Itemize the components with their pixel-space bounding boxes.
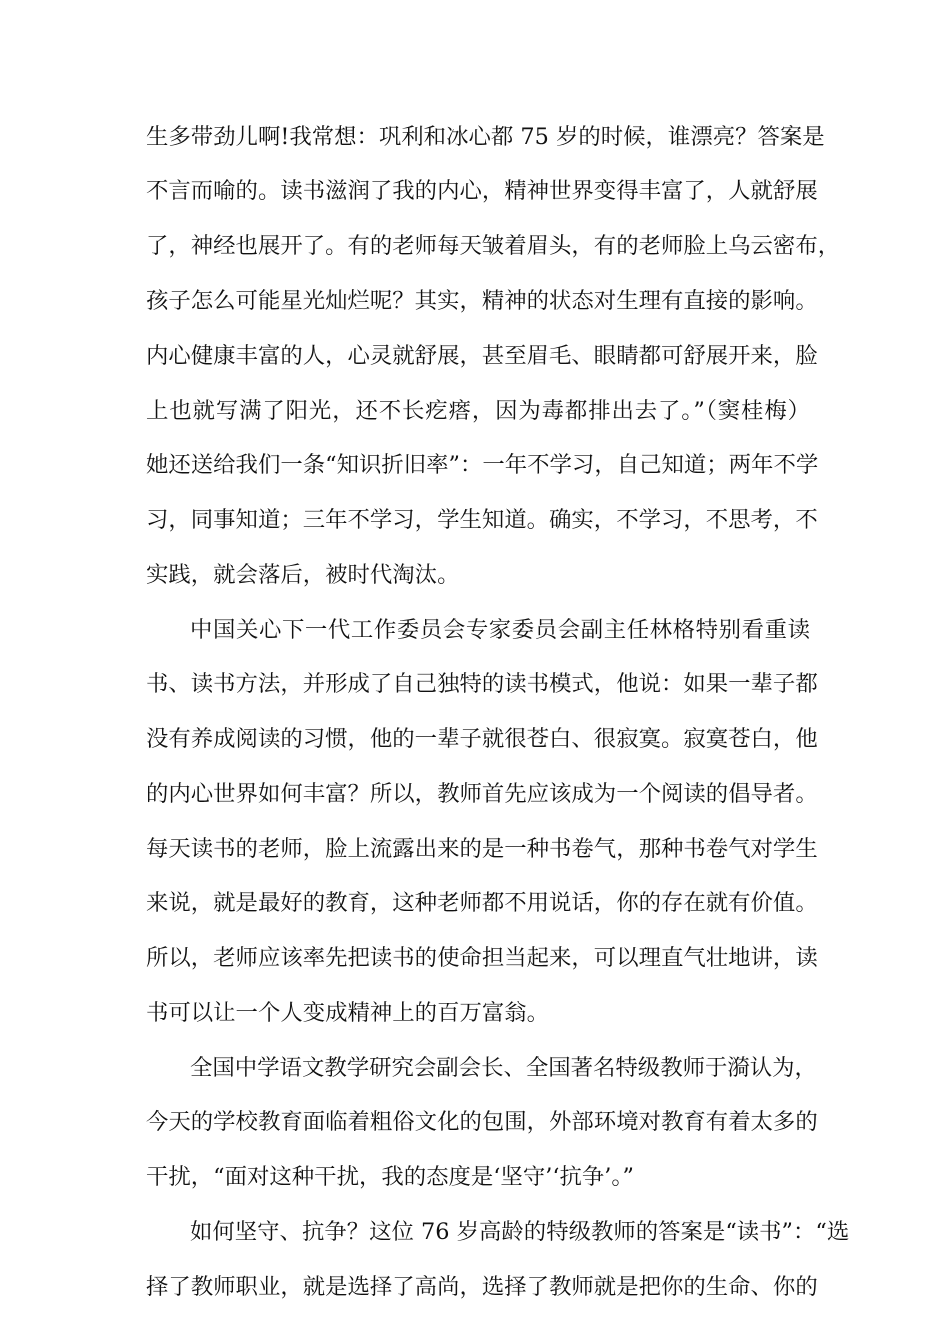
text-line: 今天的学校教育面临着粗俗文化的包围，外部环境对教育有着太多的 [146,1109,818,1135]
text-line: 每天读书的老师，脸上流露出来的是一种书卷气，那种书卷气对学生 [146,836,818,862]
text-line: 内心健康丰富的人，心灵就舒展，甚至眉毛、眼睛都可舒展开来，脸 [146,343,818,369]
text-line: 的内心世界如何丰富？所以，教师首先应该成为一个阅读的倡导者。 [146,781,818,807]
text-line: 生多带劲儿啊!我常想：巩利和冰心都 75 岁的时候，谁漂亮？答案是 [146,124,825,150]
text-line: 择了教师职业，就是选择了高尚，选择了教师就是把你的生命、你的 [146,1274,818,1300]
text-line: 上也就写满了阳光，还不长疙瘩，因为毒都排出去了。”（窦桂梅） [146,398,810,424]
paragraph-first-line: 全国中学语文教学研究会副会长、全国著名特级教师于漪认为， [190,1055,817,1081]
text-line: 了，神经也展开了。有的老师每天皱着眉头，有的老师脸上乌云密布， [146,233,841,259]
text-line: 书可以让一个人变成精神上的百万富翁。 [146,1000,550,1026]
text-line: 孩子怎么可能星光灿烂呢？其实，精神的状态对生理有直接的影响。 [146,288,818,314]
text-line: 习，同事知道；三年不学习，学生知道。确实，不学习，不思考，不 [146,507,818,533]
text-line: 不言而喻的。读书滋润了我的内心，精神世界变得丰富了，人就舒展 [146,178,818,204]
text-line: 实践，就会落后，被时代淘汰。 [146,562,460,588]
text-line: 来说，就是最好的教育，这种老师都不用说话，你的存在就有价值。 [146,890,818,916]
text-line: 书、读书方法，并形成了自己独特的读书模式，他说：如果一辈子都 [146,671,818,697]
paragraph-first-line: 如何坚守、抗争？这位 76 岁高龄的特级教师的答案是“读书”：“选 [190,1219,850,1245]
paragraph-first-line: 中国关心下一代工作委员会专家委员会副主任林格特别看重读 [190,617,810,643]
text-line: 所以，老师应该率先把读书的使命担当起来，可以理直气壮地讲，读 [146,945,818,971]
text-line: 没有养成阅读的习惯，他的一辈子就很苍白、很寂寞。寂寞苍白，他 [146,726,818,752]
text-line: 她还送给我们一条“知识折旧率”：一年不学习，自己知道；两年不学 [146,452,819,478]
text-line: 干扰，“面对这种干扰，我的态度是‘坚守’‘抗争’。” [146,1164,634,1190]
